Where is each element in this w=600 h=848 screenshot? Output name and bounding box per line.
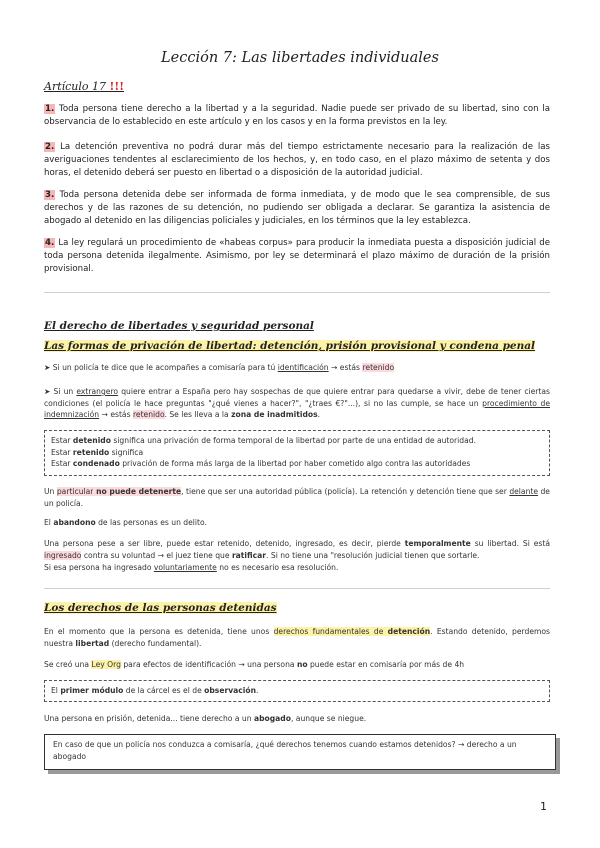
page-number: 1 xyxy=(540,800,547,813)
paragraph-text: La detención preventiva no podrá durar más del tiempo estrictamente necesario para la realización de las averiguaciones tendentes al esclarecimiento de los hechos, y, en todo caso, en el plazo máximo de setenta y dos horas, el detenido deberá ser puesto en libertad o a disposición de la autoridad judicial. xyxy=(44,142,550,178)
text: significa xyxy=(109,447,144,457)
text: Estar xyxy=(51,436,73,445)
highlight: retenido xyxy=(132,410,165,419)
bold-text: abogado xyxy=(253,714,291,723)
text: significa una privación de forma temporal de la libertad por parte de una entidad de autoridad. xyxy=(110,436,476,445)
text: identificación xyxy=(277,363,329,372)
text: Una persona en prisión, detenida... tiene derecho a un xyxy=(44,714,254,723)
bullet-extranjero xyxy=(44,386,550,421)
text: contra su voluntad → el juez tiene que xyxy=(81,550,232,560)
text: procedimiento de indemnización xyxy=(44,398,550,419)
text: Se creó una xyxy=(44,660,92,669)
highlight: Ley Org xyxy=(91,660,121,669)
text: puede estar en comisaría por más de 4h xyxy=(307,660,465,669)
bold-text: temporalmente xyxy=(404,539,471,548)
text: . Se les lleva a la xyxy=(164,410,232,419)
text: de las personas es un delito. xyxy=(95,518,207,527)
text: Estar xyxy=(51,459,73,468)
text: El xyxy=(51,686,61,695)
paragraph-text: Toda persona detenida debe ser informada de forma inmediata, y de modo que le sea comprensible, de sus derechos y de las razones de su detención, no pudiendo ser obligada a declarar. Se garantiza la asistencia de abogado al detenido en las diligencias policiales y judiciales, en los términos que la ley establezca. xyxy=(44,190,551,226)
bold-text: retenido xyxy=(72,447,110,457)
text: El xyxy=(44,518,54,527)
subtitle-text: Las formas de privación de libertad: detención, prisión provisional y condena penal xyxy=(44,340,536,352)
question-box xyxy=(44,734,556,770)
article-paragraph-3 xyxy=(44,189,550,228)
bold-text: abandono xyxy=(53,518,96,527)
text: → estás xyxy=(99,410,133,419)
paragraph-number: 4. xyxy=(45,238,55,248)
paragraph-particular xyxy=(44,486,550,509)
article-heading xyxy=(44,80,124,93)
observation-box xyxy=(44,680,550,702)
text: privación de forma más larga de la libertad por haber cometido algo contra las autoridades xyxy=(119,459,471,468)
text: Un xyxy=(44,487,57,496)
text: ➤ Si un xyxy=(44,387,77,396)
text: En caso de que un policía nos conduzca a comisaría, ¿qué derechos tenemos cuando estamos detenidos? → derecho a un abogado xyxy=(53,740,517,761)
text: . xyxy=(317,410,321,419)
text: Una persona pese a ser libre, puede estar retenido, detenido, ingresado, es decir, pierde xyxy=(44,539,405,548)
text: para efectos de identificación → una persona xyxy=(120,660,297,669)
text: (derecho fundamental). xyxy=(109,638,202,648)
text: ➤ Si un policía te dice que le acompañes a comisaría para tú xyxy=(44,363,278,372)
text: quiere entrar a España pero hay sospechas de que quiere entrar para quedarse a vivir, debe de tener ciertas condiciones (el policía le hace preguntas "¿qué vienes a hacer?", "¿traes €?"...), si no las cumple, se hace un xyxy=(44,387,550,408)
bold-text: observación xyxy=(204,686,257,695)
highlight: retenido xyxy=(362,363,395,372)
paragraph-ingresado xyxy=(44,538,550,561)
bullet-identificacion xyxy=(44,362,550,374)
definition-detenido xyxy=(51,435,543,447)
bold-text: no puede detenerte xyxy=(93,487,182,496)
article-paragraph-2 xyxy=(44,141,550,180)
highlight: ingresado xyxy=(44,550,82,560)
article-paragraph-4 xyxy=(44,237,550,276)
definitions-box xyxy=(44,430,550,476)
paragraph-text: La ley regulará un procedimiento de «habeas corpus» para producir la inmediata puesta a disposición judicial de toda persona detenida ilegalmente. Asimismo, por ley se determinará el plazo máximo de duración de la prisión provisional. xyxy=(44,238,550,274)
divider xyxy=(44,588,550,589)
highlight: derechos fundamentales de xyxy=(273,627,388,636)
paragraph-abandono xyxy=(44,517,550,529)
text: → estás xyxy=(328,363,363,372)
text: de la cárcel es el de xyxy=(123,686,205,695)
text: Estar xyxy=(51,447,73,457)
text: . Estando detenido, perdemos nuestra xyxy=(44,627,550,648)
text: En el momento que la persona es detenida, tiene unos xyxy=(44,627,274,636)
paragraph-number: 1. xyxy=(45,104,55,114)
text: voluntariamente xyxy=(153,563,217,572)
article-paragraph-1 xyxy=(44,103,550,129)
bold-text: detenido xyxy=(72,436,111,445)
bold-text: libertad xyxy=(75,638,110,648)
article-marks: !!! xyxy=(109,80,125,93)
text: de un policía. xyxy=(44,487,550,508)
bold-text: ratificar xyxy=(231,550,267,560)
divider xyxy=(44,292,550,293)
page-title: Lección 7: Las libertades individuales xyxy=(161,50,439,66)
bold-text: detención xyxy=(387,627,431,636)
bold-text: no xyxy=(296,660,308,669)
text: , tiene que ser una autoridad pública (policía). La retención y detención tiene que ser xyxy=(181,487,510,496)
definition-retenido xyxy=(51,447,543,459)
highlight: particular xyxy=(56,487,94,496)
text: , aunque se niegue. xyxy=(290,714,367,723)
paragraph-ley-org xyxy=(44,659,550,671)
title-text: Los derechos de las personas detenidas xyxy=(44,602,277,614)
section-title-libertades: El derecho de libertades y seguridad personal xyxy=(44,320,314,332)
paragraph-text: Toda persona tiene derecho a la libertad y a la seguridad. Nadie puede ser privado de su libertad, sino con la observancia de lo establecido en este artículo y en los casos y en la forma previstos en la ley. xyxy=(44,104,551,127)
text: no es necesario esa resolución. xyxy=(216,563,339,572)
bold-text: primer módulo xyxy=(60,686,124,695)
text: delante xyxy=(509,487,539,496)
paragraph-abogado xyxy=(44,713,550,725)
paragraph-voluntario xyxy=(44,562,550,574)
text: Si esa persona ha ingresado xyxy=(44,563,154,572)
bold-text: condenado xyxy=(72,459,120,468)
text: . xyxy=(256,686,259,695)
text: . Si no tiene una "resolución judicial tienen que sortarle. xyxy=(266,550,480,560)
paragraph-number: 3. xyxy=(45,190,55,200)
article-label: Artículo 17 xyxy=(44,80,107,93)
section-title-detenidos xyxy=(44,602,277,614)
bold-text: zona de inadmitidos xyxy=(231,410,318,419)
paragraph-number: 2. xyxy=(45,142,55,152)
paragraph-derechos-detencion xyxy=(44,626,550,649)
text: su libertad. Si está xyxy=(470,539,550,548)
definition-condenado xyxy=(51,458,543,470)
section-subtitle-privacion xyxy=(44,340,535,352)
text: extrangero xyxy=(76,387,119,396)
